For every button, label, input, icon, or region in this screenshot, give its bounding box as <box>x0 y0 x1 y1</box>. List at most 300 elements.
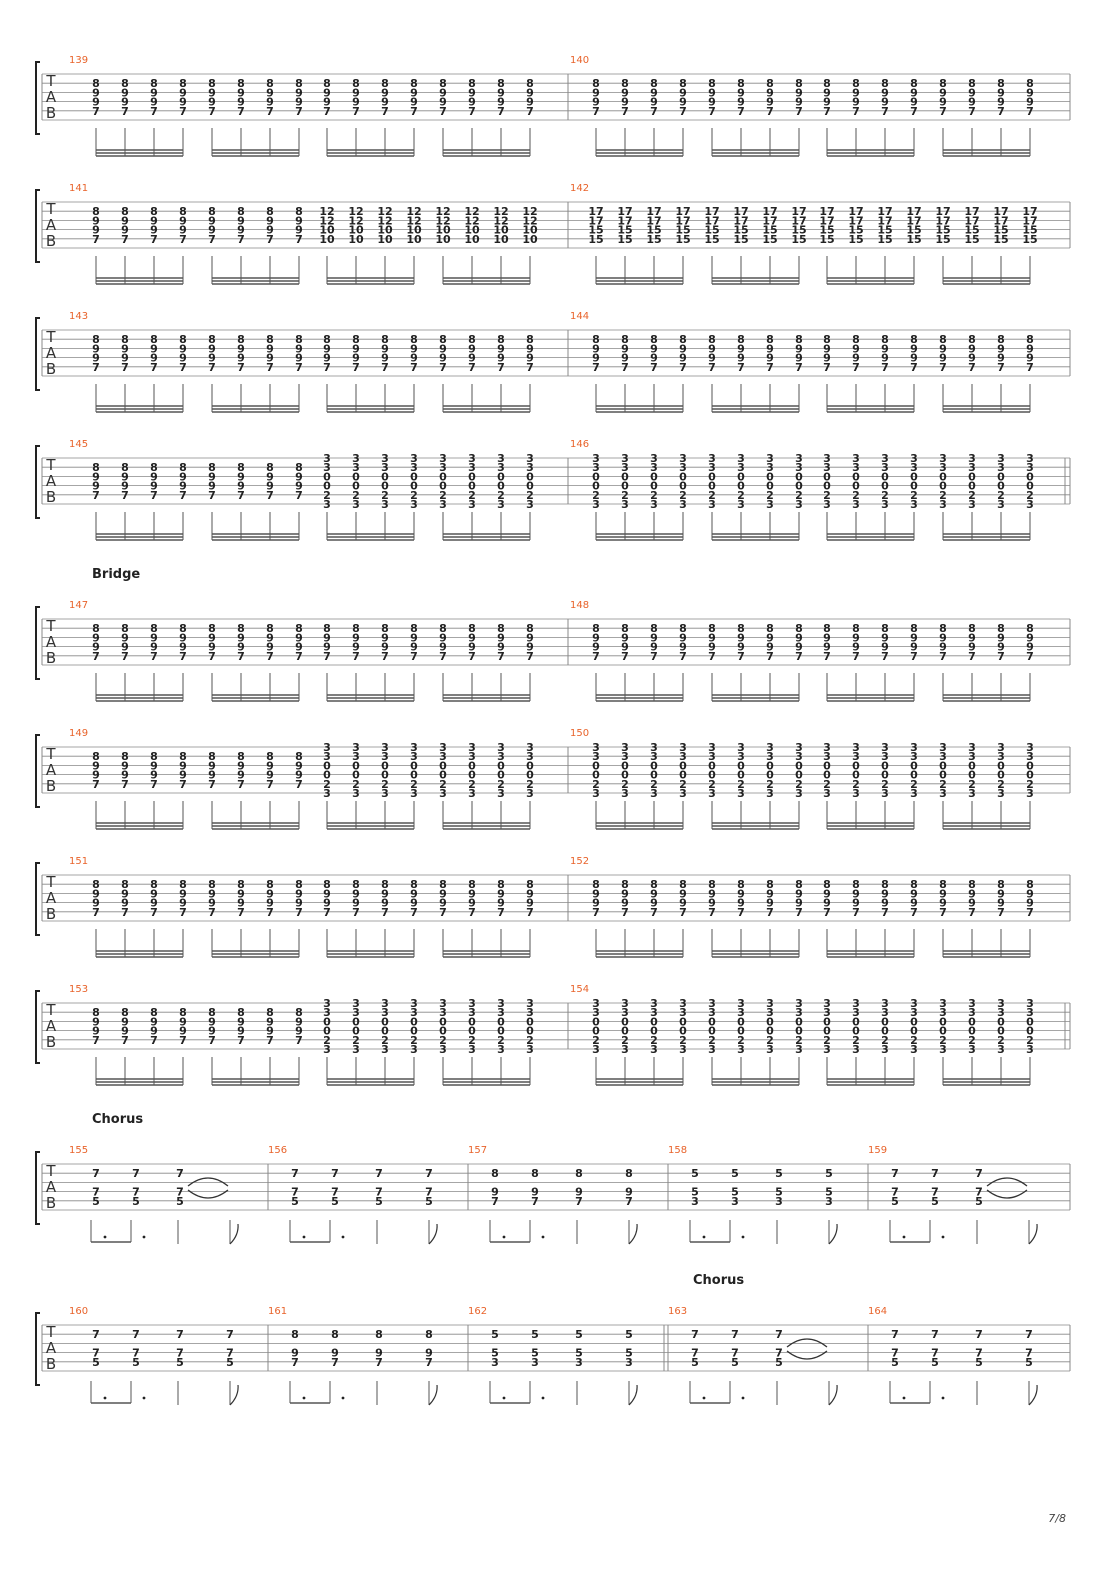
chord-A-fret: 7 <box>237 905 245 919</box>
measure-number: 156 <box>268 1145 288 1156</box>
chord-E-fret: 3 <box>910 997 918 1010</box>
chord-E-fret: 3 <box>997 750 1005 764</box>
chord-A-fret: 9 <box>766 86 774 100</box>
chord-E-fret: 3 <box>737 750 745 764</box>
chord-fret: 7 <box>1025 1346 1033 1360</box>
chord-D-fret: 3 <box>410 1006 418 1020</box>
chord-A-fret: 7 <box>295 777 303 791</box>
chord-A-fret: 7 <box>150 232 158 246</box>
chord-A-fret: 9 <box>1026 640 1034 654</box>
chord-E-fret: 2 <box>823 488 831 502</box>
chord-E-fret: 0 <box>621 1015 629 1029</box>
chord-fret: 7 <box>132 1185 140 1199</box>
chord-A-fret: 7 <box>852 649 860 663</box>
dot <box>742 1397 745 1400</box>
chord-A-fret: 8 <box>795 878 803 892</box>
chord-D-fret: 0 <box>381 1015 389 1029</box>
chord-D-fret: 3 <box>526 452 534 465</box>
chord-A-fret: 9 <box>881 896 889 910</box>
tab-clef-a: A <box>45 889 57 907</box>
chord-fret: 7 <box>92 1167 100 1181</box>
chord-E-fret: 0 <box>679 1015 687 1029</box>
chord-C-fret: 17 <box>733 205 749 219</box>
chord-fret: 5 <box>132 1355 140 1369</box>
chord-A-fret: 9 <box>939 351 947 365</box>
chord-fret: 3 <box>825 1194 833 1208</box>
dot <box>542 1397 545 1400</box>
chord-A-fret: 8 <box>708 878 716 892</box>
chord-A-fret: 8 <box>323 333 331 347</box>
tab-staff-4 <box>36 600 1070 701</box>
chord-E-fret: 0 <box>823 1024 831 1038</box>
chord-A-fret: 9 <box>150 759 158 773</box>
chord-A-fret: 7 <box>179 360 187 374</box>
chord-fret: 5 <box>975 1194 983 1208</box>
chord-A-fret: 9 <box>237 1024 245 1038</box>
chord-E-fret: 3 <box>708 498 716 511</box>
chord-D-fret: 3 <box>497 1043 505 1056</box>
chord-A-fret: 8 <box>1026 333 1034 347</box>
chord-A-fret: 9 <box>208 351 216 365</box>
chord-A-fret: 7 <box>150 777 158 791</box>
chord-A-fret: 9 <box>208 1015 216 1029</box>
chord-A-fret: 7 <box>266 649 274 663</box>
chord-A-fret: 9 <box>823 896 831 910</box>
chord-D-fret: 0 <box>468 1015 476 1029</box>
chord-E-fret: 2 <box>823 1033 831 1047</box>
chord-A-fret: 9 <box>237 214 245 228</box>
chord-A-fret: 9 <box>439 887 447 901</box>
chord-D-fret: 2 <box>497 488 505 502</box>
chord-A-fret: 7 <box>526 649 534 663</box>
chord-E-fret: 3 <box>766 452 774 465</box>
chord-D-fret: 3 <box>352 1006 360 1020</box>
chord-A-fret: 7 <box>208 104 216 118</box>
chord-A-fret: 9 <box>208 768 216 782</box>
chord-B-fret: 10 <box>464 223 480 237</box>
chord-A-fret: 8 <box>852 878 860 892</box>
chord-fret: 5 <box>1025 1355 1033 1369</box>
chord-A-fret: 9 <box>795 95 803 109</box>
chord-A-fret: 8 <box>1026 77 1034 91</box>
chord-E-fret: 3 <box>939 750 947 764</box>
chord-A-fret: 9 <box>679 887 687 901</box>
chord-A-fret: 8 <box>150 205 158 219</box>
chord-A-fret: 8 <box>237 461 245 475</box>
chord-A-fret: 8 <box>121 622 129 636</box>
chord-A-fret: 9 <box>150 214 158 228</box>
chord-E-fret: 3 <box>766 997 774 1010</box>
chord-A-fret: 9 <box>121 86 129 100</box>
chord-fret: 5 <box>491 1346 499 1360</box>
chord-C-fret: 15 <box>704 232 720 246</box>
chord-A-fret: 8 <box>208 205 216 219</box>
chord-A-fret: 9 <box>410 86 418 100</box>
chord-A-fret: 7 <box>968 104 976 118</box>
chord-E-fret: 3 <box>679 1043 687 1056</box>
chord-A-fret: 9 <box>592 86 600 100</box>
chord-C-fret: 17 <box>877 214 893 228</box>
chord-fret: 7 <box>331 1167 339 1181</box>
chord-A-fret: 8 <box>410 333 418 347</box>
chord-A-fret: 8 <box>237 878 245 892</box>
tab-clef-b: B <box>45 488 57 506</box>
chord-fret: 7 <box>891 1167 899 1181</box>
chord-E-fret: 0 <box>852 470 860 484</box>
chord-E-fret: 3 <box>795 1006 803 1020</box>
chord-fret: 7 <box>975 1346 983 1360</box>
chord-A-fret: 9 <box>179 631 187 645</box>
chord-A-fret: 7 <box>410 104 418 118</box>
chord-A-fret: 9 <box>621 351 629 365</box>
chord-E-fret: 0 <box>968 1015 976 1029</box>
chord-A-fret: 7 <box>381 905 389 919</box>
chord-A-fret: 9 <box>968 86 976 100</box>
chord-A-fret: 9 <box>997 342 1005 356</box>
chord-D-fret: 0 <box>323 768 331 782</box>
chord-C-fret: 15 <box>906 232 922 246</box>
chord-C-fret: 17 <box>617 214 633 228</box>
chord-A-fret: 7 <box>592 360 600 374</box>
chord-E-fret: 3 <box>823 750 831 764</box>
chord-A-fret: 7 <box>708 104 716 118</box>
chord-E-fret: 0 <box>1026 759 1034 773</box>
chord-A-fret: 9 <box>208 479 216 493</box>
chord-A-fret: 8 <box>910 878 918 892</box>
chord-fret: 5 <box>92 1194 100 1208</box>
measure-number: 163 <box>668 1306 688 1317</box>
chord-A-fret: 9 <box>410 640 418 654</box>
chord-A-fret: 7 <box>121 905 129 919</box>
chord-A-fret: 8 <box>650 333 658 347</box>
chord-E-fret: 3 <box>650 741 658 754</box>
chord-fret: 5 <box>691 1185 699 1199</box>
chord-D-fret: 0 <box>439 759 447 773</box>
chord-C-fret: 15 <box>675 232 691 246</box>
chord-E-fret: 3 <box>910 1043 918 1056</box>
chord-A-fret: 9 <box>208 470 216 484</box>
chord-A-fret: 9 <box>679 86 687 100</box>
chord-A-fret: 9 <box>1026 342 1034 356</box>
chord-fret: 5 <box>975 1355 983 1369</box>
chord-A-fret: 9 <box>823 342 831 356</box>
chord-A-fret: 9 <box>468 640 476 654</box>
chord-A-fret: 8 <box>766 878 774 892</box>
chord-A-fret: 8 <box>881 878 889 892</box>
chord-A-fret: 8 <box>737 622 745 636</box>
chord-E-fret: 3 <box>650 461 658 475</box>
chord-A-fret: 9 <box>968 631 976 645</box>
chord-A-fret: 9 <box>592 887 600 901</box>
chord-A-fret: 7 <box>237 777 245 791</box>
chord-A-fret: 8 <box>468 77 476 91</box>
page-number: 7/8 <box>1048 1512 1066 1525</box>
flag <box>429 1385 437 1405</box>
chord-fret: 5 <box>625 1346 633 1360</box>
chord-A-fret: 7 <box>208 777 216 791</box>
chord-fret: 7 <box>132 1167 140 1181</box>
chord-E-fret: 0 <box>708 768 716 782</box>
chord-D-fret: 0 <box>497 759 505 773</box>
chord-A-fret: 9 <box>592 351 600 365</box>
chord-A-fret: 8 <box>621 878 629 892</box>
chord-A-fret: 7 <box>295 104 303 118</box>
chord-C-fret: 15 <box>733 223 749 237</box>
chord-A-fret: 8 <box>650 622 658 636</box>
chord-A-fret: 9 <box>150 1024 158 1038</box>
chord-A-fret: 8 <box>881 622 889 636</box>
chord-B-fret: 12 <box>493 214 509 228</box>
chord-E-fret: 0 <box>621 768 629 782</box>
chord-D-fret: 0 <box>381 759 389 773</box>
chord-D-fret: 3 <box>381 452 389 465</box>
chord-A-fret: 7 <box>939 649 947 663</box>
chord-B-fret: 10 <box>522 232 538 246</box>
chord-A-fret: 8 <box>150 878 158 892</box>
chord-fret: 7 <box>931 1167 939 1181</box>
chord-A-fret: 9 <box>708 631 716 645</box>
chord-D-fret: 3 <box>468 997 476 1010</box>
chord-D-fret: 0 <box>439 1015 447 1029</box>
chord-C-fret: 15 <box>964 223 980 237</box>
chord-B-fret: 10 <box>464 232 480 246</box>
chord-A-fret: 9 <box>323 342 331 356</box>
chord-D-fret: 0 <box>526 470 534 484</box>
chord-A-fret: 9 <box>237 1015 245 1029</box>
chord-B-fret: 10 <box>406 232 422 246</box>
chord-A-fret: 8 <box>410 878 418 892</box>
chord-fret: 5 <box>575 1346 583 1360</box>
chord-C-fret: 17 <box>675 205 691 219</box>
chord-A-fret: 9 <box>121 342 129 356</box>
chord-A-fret: 9 <box>237 479 245 493</box>
tab-clef-a: A <box>45 1339 57 1357</box>
chord-A-fret: 9 <box>592 896 600 910</box>
chord-A-fret: 8 <box>121 878 129 892</box>
chord-A-fret: 8 <box>295 750 303 764</box>
chord-D-fret: 3 <box>439 498 447 511</box>
chord-A-fret: 8 <box>708 333 716 347</box>
chord-E-fret: 3 <box>679 461 687 475</box>
chord-D-fret: 3 <box>497 461 505 475</box>
chord-A-fret: 9 <box>766 640 774 654</box>
chord-A-fret: 9 <box>650 887 658 901</box>
chord-A-fret: 8 <box>295 878 303 892</box>
chord-A-fret: 9 <box>410 896 418 910</box>
chord-fret: 7 <box>226 1328 234 1342</box>
chord-A-fret: 8 <box>179 77 187 91</box>
chord-E-fret: 0 <box>823 768 831 782</box>
chord-A-fret: 9 <box>526 631 534 645</box>
chord-E-fret: 0 <box>968 1024 976 1038</box>
chord-D-fret: 3 <box>323 741 331 754</box>
chord-E-fret: 3 <box>795 461 803 475</box>
chord-A-fret: 8 <box>939 77 947 91</box>
chord-A-fret: 8 <box>237 333 245 347</box>
chord-E-fret: 0 <box>650 759 658 773</box>
chord-A-fret: 9 <box>823 631 831 645</box>
chord-fret: 3 <box>691 1194 699 1208</box>
chord-A-fret: 9 <box>121 223 129 237</box>
chord-E-fret: 3 <box>1026 750 1034 764</box>
chord-A-fret: 8 <box>381 622 389 636</box>
chord-A-fret: 7 <box>823 104 831 118</box>
chord-E-fret: 2 <box>939 488 947 502</box>
chord-E-fret: 3 <box>621 461 629 475</box>
chord-A-fret: 9 <box>708 95 716 109</box>
chord-A-fret: 8 <box>439 622 447 636</box>
chord-A-fret: 9 <box>381 86 389 100</box>
chord-E-fret: 2 <box>1026 777 1034 791</box>
chord-D-fret: 0 <box>323 1015 331 1029</box>
measure-number: 155 <box>69 1145 89 1156</box>
chord-A-fret: 7 <box>121 777 129 791</box>
chord-fret: 5 <box>825 1185 833 1199</box>
chord-fret: 7 <box>931 1185 939 1199</box>
chord-E-fret: 3 <box>968 787 976 800</box>
chord-A-fret: 7 <box>352 649 360 663</box>
chord-A-fret: 8 <box>439 333 447 347</box>
chord-E-fret: 3 <box>939 452 947 465</box>
chord-A-fret: 8 <box>708 622 716 636</box>
chord-A-fret: 9 <box>679 342 687 356</box>
chord-E-fret: 3 <box>650 452 658 465</box>
chord-D-fret: 3 <box>526 997 534 1010</box>
chord-A-fret: 9 <box>266 214 274 228</box>
chord-A-fret: 7 <box>766 104 774 118</box>
chord-C-fret: 17 <box>791 205 807 219</box>
chord-A-fret: 7 <box>410 905 418 919</box>
chord-A-fret: 9 <box>323 896 331 910</box>
chord-A-fret: 9 <box>150 351 158 365</box>
chord-A-fret: 9 <box>179 1024 187 1038</box>
chord-A-fret: 9 <box>237 86 245 100</box>
chord-A-fret: 8 <box>679 333 687 347</box>
chord-E-fret: 0 <box>592 479 600 493</box>
chord-A-fret: 7 <box>92 232 100 246</box>
system-bracket <box>36 318 40 390</box>
chord-A-fret: 9 <box>910 86 918 100</box>
chord-B-fret: 10 <box>435 223 451 237</box>
measure-number: 162 <box>468 1306 488 1317</box>
tab-clef-b: B <box>45 104 57 122</box>
chord-C-fret: 17 <box>704 205 720 219</box>
chord-fret: 7 <box>575 1194 583 1208</box>
chord-E-fret: 3 <box>708 741 716 754</box>
chord-A-fret: 9 <box>621 631 629 645</box>
chord-C-fret: 17 <box>791 214 807 228</box>
chord-A-fret: 7 <box>237 1033 245 1047</box>
tab-staff-0 <box>36 55 1070 156</box>
chord-E-fret: 2 <box>910 1033 918 1047</box>
measure-number: 146 <box>570 439 590 450</box>
chord-D-fret: 0 <box>323 1024 331 1038</box>
chord-C-fret: 17 <box>964 205 980 219</box>
chord-fret: 7 <box>691 1328 699 1342</box>
chord-A-fret: 8 <box>266 750 274 764</box>
chord-A-fret: 9 <box>266 470 274 484</box>
chord-E-fret: 3 <box>737 741 745 754</box>
chord-D-fret: 0 <box>323 759 331 773</box>
chord-E-fret: 0 <box>766 479 774 493</box>
tab-clef-a: A <box>45 1178 57 1196</box>
chord-fret: 7 <box>775 1346 783 1360</box>
chord-A-fret: 9 <box>237 223 245 237</box>
chord-A-fret: 9 <box>852 887 860 901</box>
chord-A-fret: 7 <box>881 360 889 374</box>
chord-A-fret: 9 <box>795 896 803 910</box>
chord-E-fret: 3 <box>795 498 803 511</box>
chord-fret: 7 <box>625 1194 633 1208</box>
chord-A-fret: 9 <box>881 95 889 109</box>
chord-A-fret: 7 <box>266 488 274 502</box>
chord-A-fret: 9 <box>621 640 629 654</box>
chord-fret: 7 <box>891 1185 899 1199</box>
chord-D-fret: 0 <box>526 479 534 493</box>
dot <box>703 1397 706 1400</box>
chord-B-fret: 12 <box>435 214 451 228</box>
chord-D-fret: 0 <box>439 768 447 782</box>
chord-E-fret: 3 <box>997 1043 1005 1056</box>
chord-D-fret: 2 <box>352 777 360 791</box>
chord-A-fret: 9 <box>237 768 245 782</box>
chord-A-fret: 9 <box>679 896 687 910</box>
chord-C-fret: 15 <box>993 223 1009 237</box>
chord-A-fret: 8 <box>468 622 476 636</box>
chord-D-fret: 3 <box>323 452 331 465</box>
chord-A-fret: 9 <box>323 631 331 645</box>
chord-E-fret: 3 <box>910 741 918 754</box>
chord-E-fret: 0 <box>910 759 918 773</box>
chord-E-fret: 2 <box>592 1033 600 1047</box>
chord-A-fret: 7 <box>910 649 918 663</box>
chord-E-fret: 3 <box>997 1006 1005 1020</box>
chord-A-fret: 9 <box>968 640 976 654</box>
chord-A-fret: 9 <box>237 896 245 910</box>
chord-E-fret: 3 <box>1026 452 1034 465</box>
chord-E-fret: 0 <box>968 470 976 484</box>
chord-fret: 8 <box>531 1167 539 1181</box>
chord-A-fret: 9 <box>208 223 216 237</box>
chord-A-fret: 9 <box>852 342 860 356</box>
chord-A-fret: 9 <box>121 1024 129 1038</box>
chord-A-fret: 9 <box>295 95 303 109</box>
chord-A-fret: 9 <box>266 95 274 109</box>
chord-A-fret: 7 <box>121 232 129 246</box>
chord-A-fret: 9 <box>852 86 860 100</box>
chord-E-fret: 3 <box>968 750 976 764</box>
chord-fret: 5 <box>625 1328 633 1342</box>
chord-A-fret: 9 <box>208 631 216 645</box>
chord-C-fret: 17 <box>877 205 893 219</box>
chord-A-fret: 9 <box>766 887 774 901</box>
chord-A-fret: 9 <box>737 342 745 356</box>
chord-A-fret: 9 <box>352 887 360 901</box>
chord-A-fret: 9 <box>439 86 447 100</box>
chord-A-fret: 9 <box>92 342 100 356</box>
chord-C-fret: 17 <box>819 214 835 228</box>
chord-E-fret: 0 <box>939 1024 947 1038</box>
chord-B-fret: 12 <box>522 205 538 219</box>
chord-A-fret: 8 <box>295 77 303 91</box>
chord-A-fret: 9 <box>208 86 216 100</box>
chord-A-fret: 7 <box>439 905 447 919</box>
chord-A-fret: 9 <box>852 631 860 645</box>
chord-D-fret: 2 <box>410 488 418 502</box>
chord-A-fret: 9 <box>208 342 216 356</box>
chord-E-fret: 3 <box>650 787 658 800</box>
chord-A-fret: 7 <box>621 649 629 663</box>
